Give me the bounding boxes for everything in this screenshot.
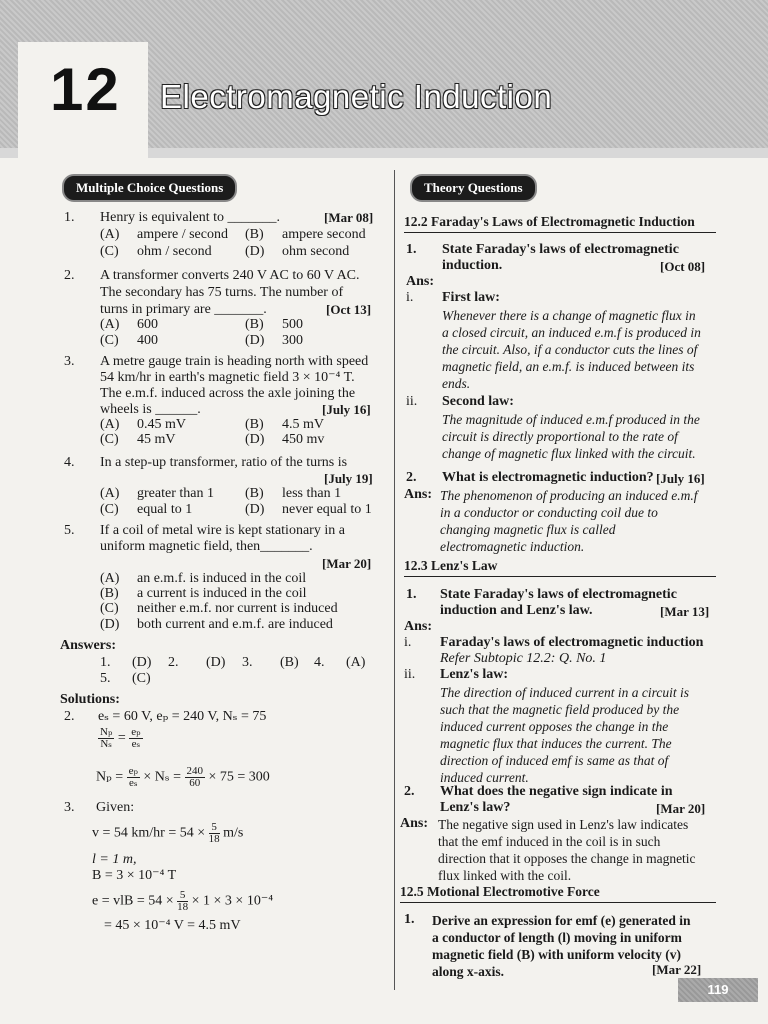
fraction-numerator: 5: [177, 890, 188, 902]
np-equation: [96, 766, 270, 789]
exam-tag: [Mar 22]: [652, 962, 702, 977]
equation-lhs: Nₚ =: [96, 769, 124, 785]
text-line: such that the magnetic field produced by the: [440, 702, 680, 717]
question-number: 4.: [64, 455, 75, 470]
velocity-equation: [92, 822, 243, 845]
law-text: [442, 411, 718, 462]
equation-mid: × Nₛ =: [143, 769, 182, 785]
option-label: (C): [100, 432, 119, 447]
fraction: [129, 727, 142, 750]
page-number: 119: [678, 978, 758, 1002]
chapter-title: Electromagnetic Induction: [160, 78, 553, 115]
question-number: 1.: [406, 242, 417, 257]
question-number: 2.: [404, 784, 415, 799]
option-label: (C): [100, 244, 119, 259]
fraction: [209, 822, 220, 845]
item-number: ii.: [406, 394, 418, 409]
question-line: A metre gauge train is heading north with speed: [100, 354, 369, 369]
answer-label: Ans:: [400, 816, 429, 831]
answer-value: (D): [132, 655, 152, 670]
item-number: i.: [404, 635, 412, 650]
ratio-equation: [98, 727, 143, 750]
text-line: that the emf induced in the coil is in such: [438, 834, 661, 849]
chapter-number: 12: [50, 56, 121, 123]
emf-result: = 45 × 10⁻⁴ V = 4.5 mV: [104, 918, 241, 933]
section-label-mcq: Multiple Choice Questions: [62, 174, 237, 202]
question-number: 2.: [64, 268, 75, 283]
answer-label: Ans:: [404, 487, 433, 502]
question-line: If a coil of metal wire is kept stationary in a: [100, 523, 345, 538]
answer-num: 1.: [100, 655, 111, 670]
option-label: (C): [100, 502, 119, 517]
question-line: State Faraday's laws of electromagnetic: [440, 587, 677, 602]
option-label: (A): [100, 417, 120, 432]
equation-result: × 75 = 300: [208, 769, 270, 785]
solution-number: 3.: [64, 800, 75, 815]
question-text: Henry is equivalent to _______.: [100, 210, 281, 225]
given-label: Given:: [96, 800, 135, 815]
equals-sign: =: [117, 730, 126, 746]
solution-number: 2.: [64, 709, 75, 724]
option-label: (A): [100, 317, 120, 332]
fraction-denominator: 18: [208, 833, 220, 845]
lenz-law-text: [440, 684, 718, 786]
section-label-theory: Theory Questions: [410, 174, 537, 202]
answer-num: 5.: [100, 671, 111, 686]
question-number: 1.: [64, 210, 75, 225]
option-text: 4.5 mV: [282, 417, 324, 432]
option-label: (D): [245, 333, 265, 348]
equation-lhs: e = vlB = 54 ×: [92, 893, 174, 909]
option-text: ampere second: [282, 227, 366, 242]
option-text: 0.45 mV: [137, 417, 186, 432]
option-text: 450 mv: [282, 432, 325, 447]
fraction-denominator: 60: [189, 777, 201, 789]
text-line: flux linked with the coil.: [438, 868, 572, 883]
question-line: uniform magnetic field, then_______.: [100, 539, 313, 554]
option-label: (A): [100, 571, 120, 586]
item-title: Lenz's law:: [440, 667, 509, 682]
fraction: [127, 766, 140, 789]
answer-value: (B): [280, 655, 299, 670]
question-number: 1.: [404, 912, 415, 927]
subtopic-heading: 12.2 Faraday's Laws of Electromagnetic Induction: [404, 214, 716, 233]
field-value: B = 3 × 10⁻⁴ T: [92, 868, 177, 883]
fraction-numerator: 5: [209, 822, 220, 834]
option-label: (D): [245, 432, 265, 447]
question-line: 54 km/hr in earth's magnetic field 3 × 10⁻⁴ T.: [100, 370, 355, 385]
text-line: in a conductor or conducting coil due to: [440, 505, 658, 520]
item-title: Faraday's laws of electromagnetic induction: [440, 635, 704, 650]
answer-num: 4.: [314, 655, 325, 670]
answers-label: Answers:: [60, 638, 116, 653]
exam-tag: [Oct 08]: [660, 259, 706, 274]
text-line: Derive an expression for emf (e) generated in: [432, 913, 691, 928]
subtopic-heading: 12.3 Lenz's Law: [404, 558, 716, 577]
exam-tag: [July 16]: [656, 471, 705, 486]
answer-value: (D): [206, 655, 226, 670]
text-line: magnetic flux that induces the current. The: [440, 736, 672, 751]
text-line: The magnitude of induced e.m.f produced in the: [442, 412, 700, 427]
question-number: 5.: [64, 523, 75, 538]
option-text: a current is induced in the coil: [137, 586, 307, 601]
exam-tag: [July 19]: [324, 471, 373, 486]
option-text: an e.m.f. is induced in the coil: [137, 571, 307, 586]
option-text: greater than 1: [137, 486, 214, 501]
length-value: l = 1 m,: [92, 852, 137, 867]
fraction-numerator: Nₚ: [100, 726, 113, 738]
text-line: direction that it opposes the change in magnetic: [438, 851, 696, 866]
fraction-numerator: 240: [186, 765, 204, 777]
question-line: State Faraday's laws of electromagnetic: [442, 242, 679, 257]
option-text: neither e.m.f. nor current is induced: [137, 601, 338, 616]
subtopic-heading: 12.5 Motional Electromotive Force: [400, 884, 716, 903]
question-number: 1.: [406, 587, 417, 602]
answer-num: 2.: [168, 655, 179, 670]
fraction-numerator: eₚ: [131, 726, 141, 738]
question-line: Lenz's law?: [440, 800, 511, 815]
question-text: What is electromagnetic induction?: [442, 470, 654, 485]
option-label: (A): [100, 227, 120, 242]
question-line: The secondary has 75 turns. The number of: [100, 285, 344, 300]
exam-tag: [Mar 20]: [656, 801, 706, 816]
option-text: less than 1: [282, 486, 342, 501]
question-number: 3.: [64, 354, 75, 369]
option-text: 45 mV: [137, 432, 176, 447]
text-line: changing magnetic flux is called: [440, 522, 616, 537]
text-line: electromagnetic induction.: [440, 539, 585, 554]
item-number: i.: [406, 290, 414, 305]
item-reference: Refer Subtopic 12.2: Q. No. 1: [440, 651, 607, 666]
text-line: ends.: [442, 376, 471, 391]
question-line: turns in primary are _______.: [100, 302, 267, 317]
option-label: (B): [100, 586, 119, 601]
text-line: The phenomenon of producing an induced e.m.f: [440, 488, 698, 503]
option-text: both current and e.m.f. are induced: [137, 617, 333, 632]
option-text: 500: [282, 317, 303, 332]
option-text: ampere / second: [137, 227, 228, 242]
item-number: ii.: [404, 667, 416, 682]
fraction: [98, 727, 114, 750]
text-line: a closed circuit, an induced e.m.f is produced in: [442, 325, 701, 340]
question-line: What does the negative sign indicate in: [440, 784, 673, 799]
exam-tag: [Mar 20]: [322, 556, 372, 571]
answer-text: [438, 816, 718, 884]
option-text: ohm / second: [137, 244, 212, 259]
equation-rest: × 1 × 3 × 10⁻⁴: [191, 893, 274, 909]
text-line: circuit is directly proportional to the rate of: [442, 429, 678, 444]
option-text: 300: [282, 333, 303, 348]
exam-tag: [Mar 08]: [324, 210, 374, 225]
option-label: (C): [100, 333, 119, 348]
question-line: The e.m.f. induced across the axle joining the: [100, 386, 356, 401]
answer-num: 3.: [242, 655, 253, 670]
text-line: magnetic field (B) with uniform velocity (v): [432, 947, 681, 962]
answer-label: Ans:: [404, 619, 433, 634]
text-line: induced current opposes the change in the: [440, 719, 669, 734]
text-line: The negative sign used in Lenz's law indicates: [438, 817, 689, 832]
text-line: induced current.: [440, 770, 529, 785]
law-title: Second law:: [442, 394, 514, 409]
fraction-denominator: Nₛ: [100, 738, 112, 750]
text-line: a conductor of length (l) moving in uniform: [432, 930, 682, 945]
text-line: The direction of induced current in a circuit is: [440, 685, 689, 700]
text-line: Whenever there is a change of magnetic flux in: [442, 308, 696, 323]
question-line: wheels is ______.: [100, 402, 201, 417]
option-label: (C): [100, 601, 119, 616]
option-label: (B): [245, 486, 264, 501]
option-label: (D): [100, 617, 120, 632]
law-text: [442, 307, 718, 392]
equation-unit: m/s: [223, 825, 244, 841]
option-label: (A): [100, 486, 120, 501]
fraction-denominator: 18: [177, 901, 189, 913]
fraction-numerator: eₚ: [128, 765, 138, 777]
question-number: 2.: [406, 470, 417, 485]
option-label: (D): [245, 244, 265, 259]
option-label: (D): [245, 502, 265, 517]
answer-value: (A): [346, 655, 366, 670]
question-line: A transformer converts 240 V AC to 60 V AC.: [100, 268, 360, 283]
column-divider: [394, 170, 395, 990]
law-title: First law:: [442, 290, 500, 305]
exam-tag: [Oct 13]: [326, 302, 372, 317]
answer-text: [440, 487, 718, 555]
fraction: [185, 766, 206, 789]
fraction: [177, 890, 188, 913]
fraction-denominator: eₛ: [131, 738, 141, 750]
option-text: ohm second: [282, 244, 350, 259]
text-line: direction of induced emf is same as that of: [440, 753, 669, 768]
option-label: (B): [245, 227, 264, 242]
option-text: 600: [137, 317, 158, 332]
exam-tag: [July 16]: [322, 402, 371, 417]
answer-value: (C): [132, 671, 151, 686]
option-label: (B): [245, 317, 264, 332]
text-line: change of magnetic flux linked with the circuit.: [442, 446, 696, 461]
equation-lhs: v = 54 km/hr = 54 ×: [92, 825, 206, 841]
question-line: induction and Lenz's law.: [440, 603, 593, 618]
solution-line: eₛ = 60 V, eₚ = 240 V, Nₛ = 75: [98, 709, 267, 724]
fraction-denominator: eₛ: [128, 777, 138, 789]
option-text: 400: [137, 333, 158, 348]
solutions-label: Solutions:: [60, 692, 120, 707]
text-line: along x-axis.: [432, 964, 505, 979]
text-line: magnetic field, an e.m.f. is induced between its: [442, 359, 695, 374]
text-line: the circuit. Also, if a conductor cuts the lines of: [442, 342, 698, 357]
emf-equation: [92, 890, 273, 913]
exam-tag: [Mar 13]: [660, 604, 710, 619]
answer-label: Ans:: [406, 274, 435, 289]
option-label: (B): [245, 417, 264, 432]
question-line: In a step-up transformer, ratio of the turns is: [100, 455, 348, 470]
option-text: never equal to 1: [282, 502, 372, 517]
option-text: equal to 1: [137, 502, 193, 517]
question-line: induction.: [442, 258, 503, 273]
